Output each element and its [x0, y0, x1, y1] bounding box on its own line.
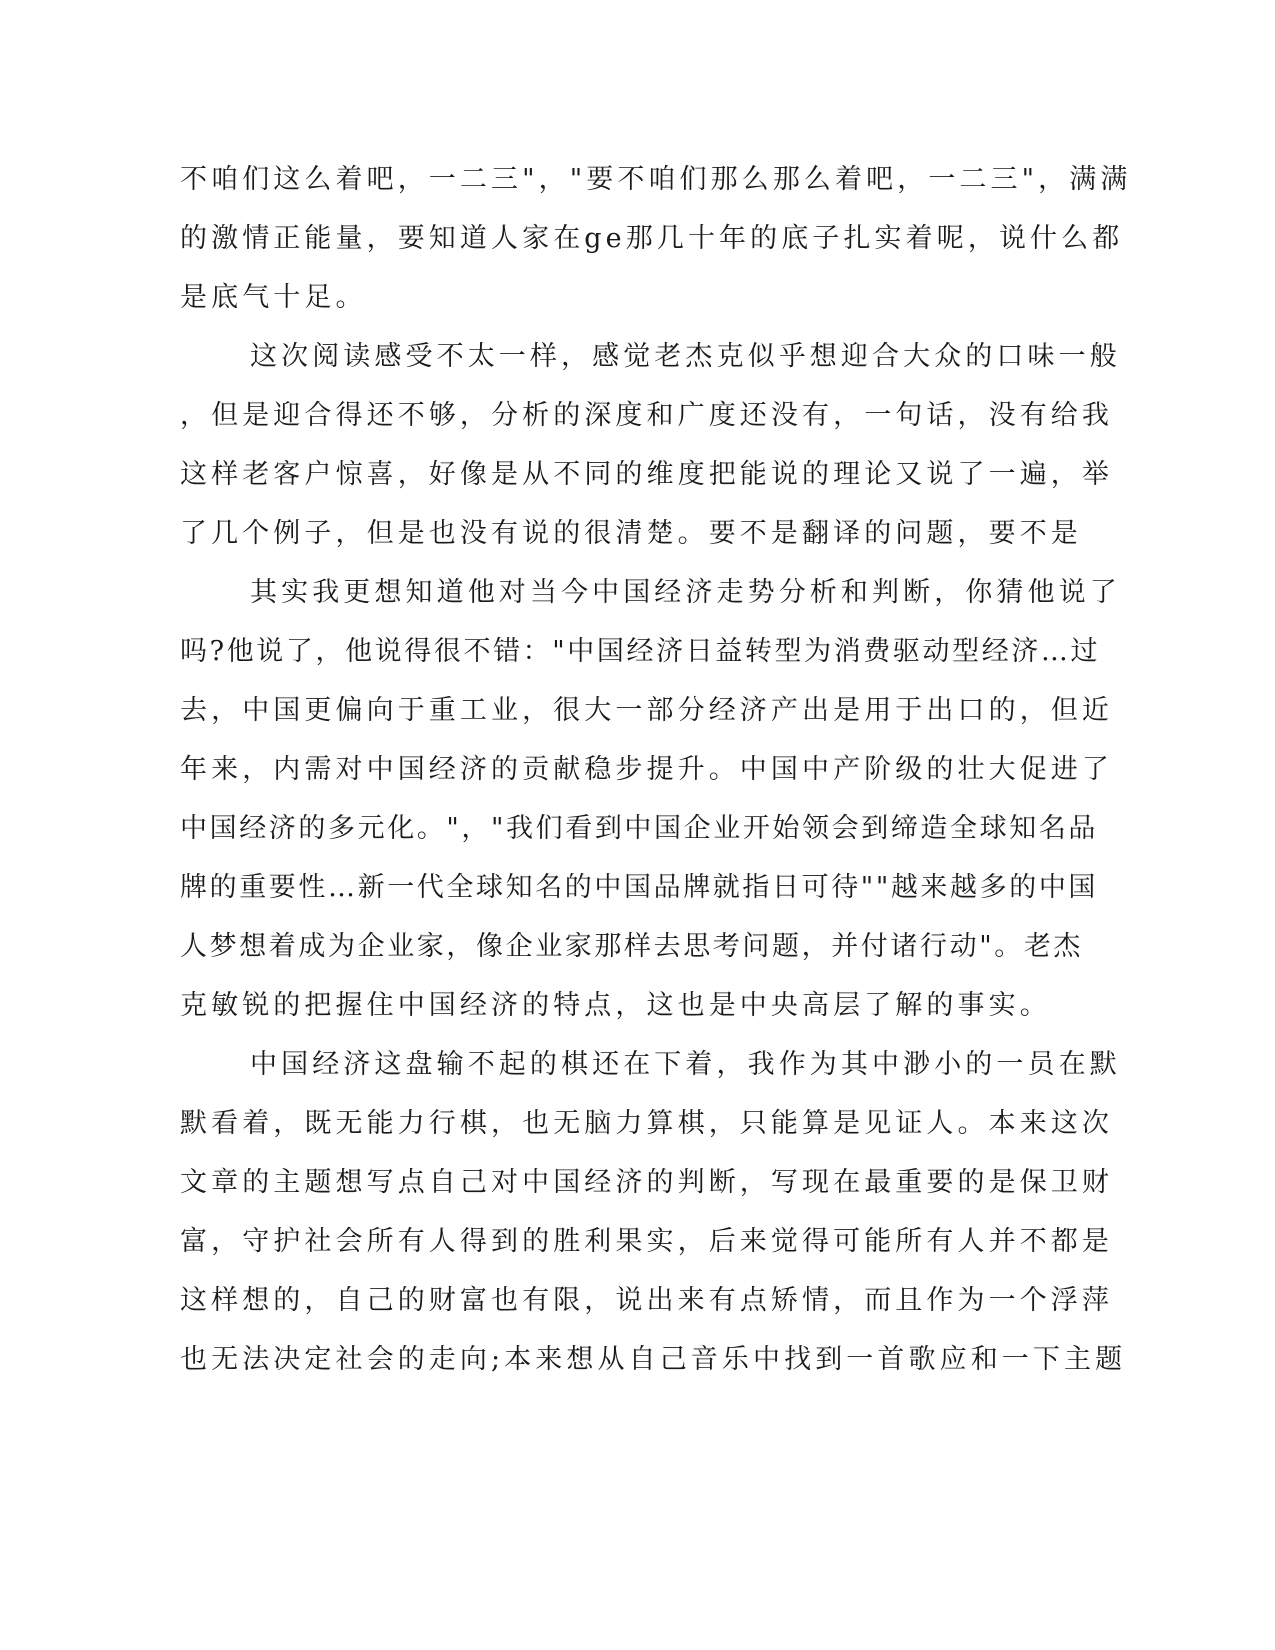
paragraph-3-line-4: 年来，内需对中国经济的贡献稳步提升。中国中产阶级的壮大促进了	[180, 754, 1113, 785]
paragraph-4-line-4: 富，守护社会所有人得到的胜利果实，后来觉得可能所有人并不都是	[180, 1226, 1113, 1257]
paragraph-3-line-2: 吗?他说了，他说得很不错："中国经济日益转型为消费驱动型经济…过	[180, 636, 1101, 667]
paragraph-1-line-2: 的激情正能量，要知道人家在ge那几十年的底子扎实着呢，说什么都	[180, 223, 1124, 254]
paragraph-2-line-1: 这次阅读感受不太一样，感觉老杰克似乎想迎合大众的口味一般	[250, 341, 1121, 372]
paragraph-2-line-2: ，但是迎合得还不够，分析的深度和广度还没有，一句话，没有给我	[180, 400, 1113, 431]
paragraph-2-line-4: 了几个例子，但是也没有说的很清楚。要不是翻译的问题，要不是	[180, 518, 1082, 549]
paragraph-1-line-3: 是底气十足。	[180, 282, 367, 313]
paragraph-3-line-6: 牌的重要性…新一代全球知名的中国品牌就指日可待""越来越多的中国	[180, 872, 1099, 903]
paragraph-4-line-5: 这样想的，自己的财富也有限，说出来有点矫情，而且作为一个浮萍	[180, 1285, 1113, 1316]
paragraph-1-line-1: 不咱们这么着吧，一二三"，"要不咱们那么那么着吧，一二三"，满满	[180, 164, 1132, 195]
paragraph-4-line-3: 文章的主题想写点自己对中国经济的判断，写现在最重要的是保卫财	[180, 1167, 1113, 1198]
paragraph-3-line-1: 其实我更想知道他对当今中国经济走势分析和判断，你猜他说了	[250, 577, 1121, 608]
paragraph-4-line-2: 默看着，既无能力行棋，也无脑力算棋，只能算是见证人。本来这次	[180, 1108, 1113, 1139]
paragraph-2-line-3: 这样老客户惊喜，好像是从不同的维度把能说的理论又说了一遍，举	[180, 459, 1113, 490]
paragraph-3-line-5: 中国经济的多元化。"，"我们看到中国企业开始领会到缔造全球知名品	[180, 813, 1099, 844]
paragraph-3-line-3: 去，中国更偏向于重工业，很大一部分经济产出是用于出口的，但近	[180, 695, 1113, 726]
paragraph-3-line-7: 人梦想着成为企业家，像企业家那样去思考问题，并付诸行动"。老杰	[180, 931, 1084, 962]
paragraph-3-line-8: 克敏锐的把握住中国经济的特点，这也是中央高层了解的事实。	[180, 990, 1051, 1021]
paragraph-4-line-6: 也无法决定社会的走向;本来想从自己音乐中找到一首歌应和一下主题	[180, 1344, 1127, 1375]
paragraph-4-line-1: 中国经济这盘输不起的棋还在下着，我作为其中渺小的一员在默	[250, 1049, 1121, 1080]
